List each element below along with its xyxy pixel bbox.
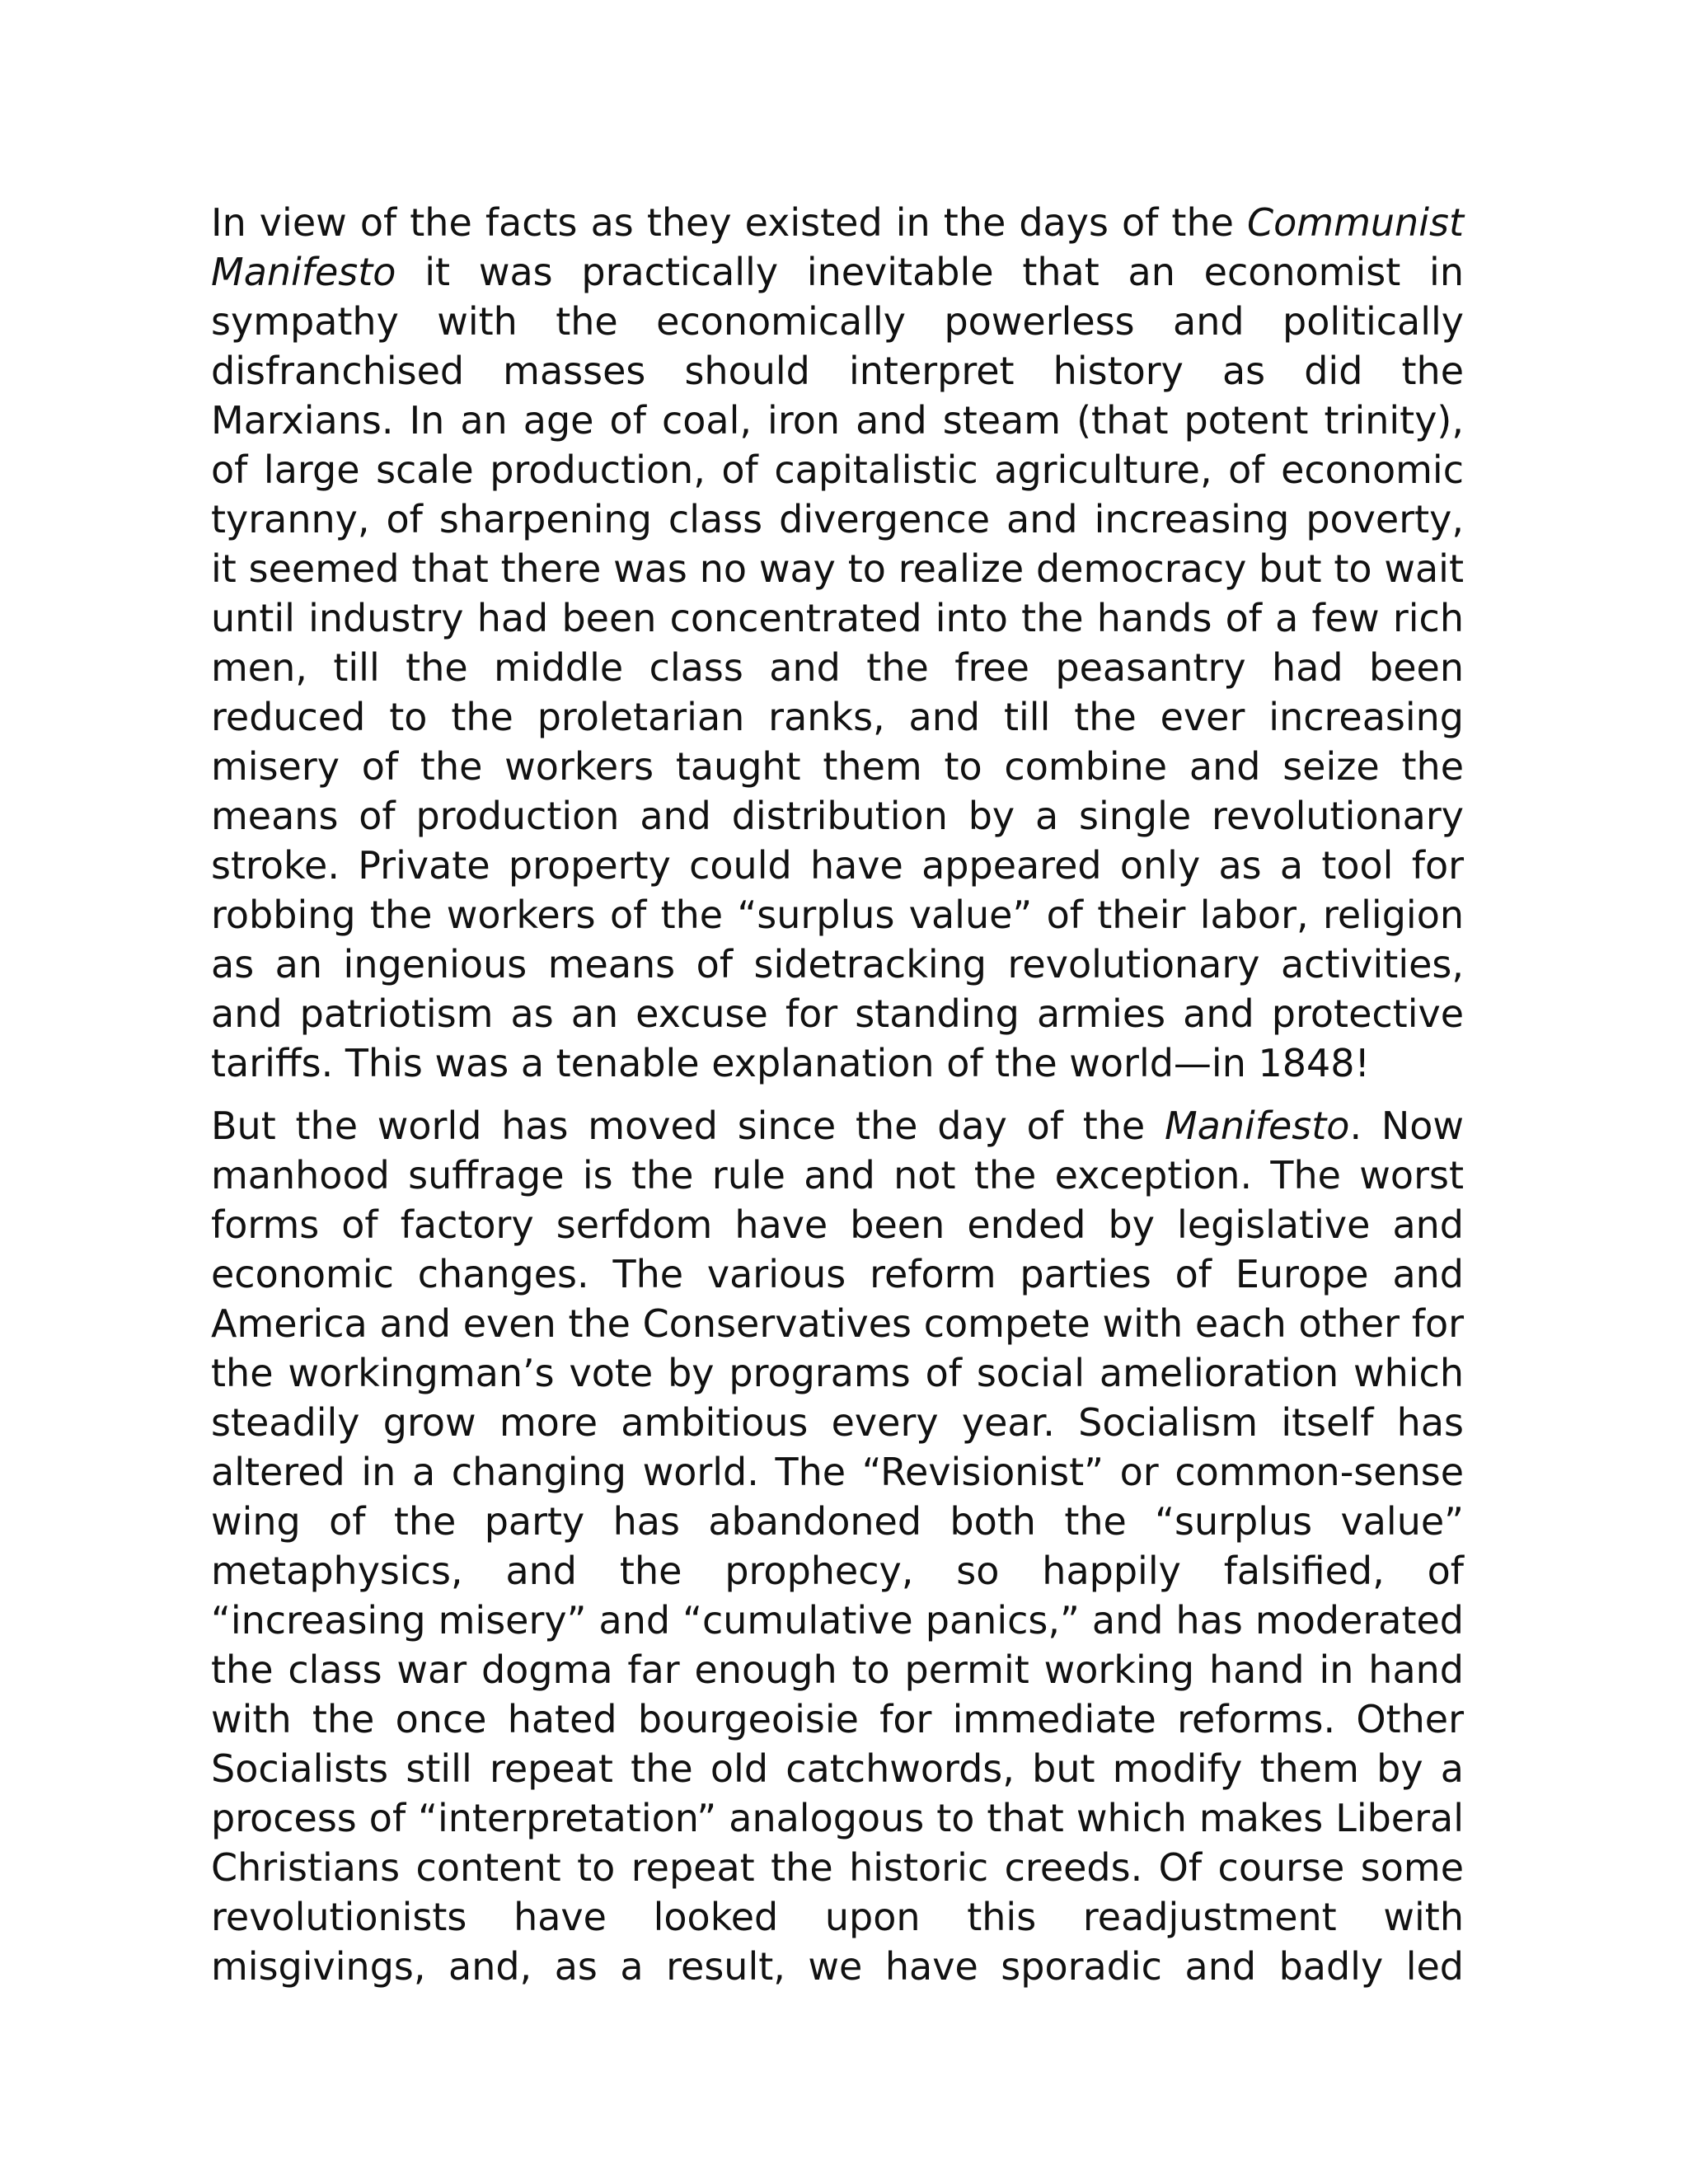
paragraph-1-text: In view of the facts as they existed in the days of the xyxy=(211,200,1248,245)
paragraph-1-text-continued: it was practically inevitable that an economist in sympathy with the economically powerless and politically disfranchised masses should interpret history as did the Marxians. In an age of coal, iron and steam (that potent trinity), of large scale production, of capitalistic agriculture, of economic tyranny, of sharpening class divergence and increasing poverty, it seemed that there was no way to realize democracy but to wait until industry had been concentrated into the hands of a few rich men, till the middle class and the free peasantry had been reduced to the proletarian ranks, and till the ever increasing misery of the workers taught them to combine and seize the means of production and distribution by a single revolutionary stroke. Private property could have appeared only as a tool for robbing the workers of the “surplus value” of their labor, religion as an ingenious means of sidetracking revolutionary activities, and patriotism as an excuse for standing armies and protective tariffs. This was a tenable explanation of the world—in 1848! xyxy=(211,250,1464,1085)
book-title-manifesto: Manifesto xyxy=(1164,1104,1350,1148)
paragraph-2 xyxy=(211,1101,1464,1991)
paragraph-2-text: But the world has moved since the day of the xyxy=(211,1104,1165,1148)
body-text xyxy=(211,198,1464,1991)
paragraph-2-text-continued: . Now manhood suffrage is the rule and not the exception. The worst forms of factory serfdom have been ended by legislative and economic changes. The various reform parties of Europe and America and even the Conservatives compete with each other for the workingman’s vote by programs of social amelioration which steadily grow more ambitious every year. Socialism itself has altered in a changing world. The “Revisionist” or common-sense wing of the party has abandoned both the “surplus value” metaphysics, and the prophecy, so happily falsified, of “increasing misery” and “cumulative panics,” and has moderated the class war dogma far enough to permit working hand in hand with the once hated bourgeoisie for immediate reforms. Other Socialists still repeat the old catchwords, but modify them by a process of “interpretation” analogous to that which makes Liberal Christians content to repeat the historic creeds. Of course some revolutionists have looked upon this readjustment with misgivings, and, as a result, we have sporadic and badly led xyxy=(211,1104,1465,1989)
book-title-communist-manifesto: Communist Manifesto xyxy=(211,200,1464,294)
paragraph-1 xyxy=(211,198,1464,1088)
